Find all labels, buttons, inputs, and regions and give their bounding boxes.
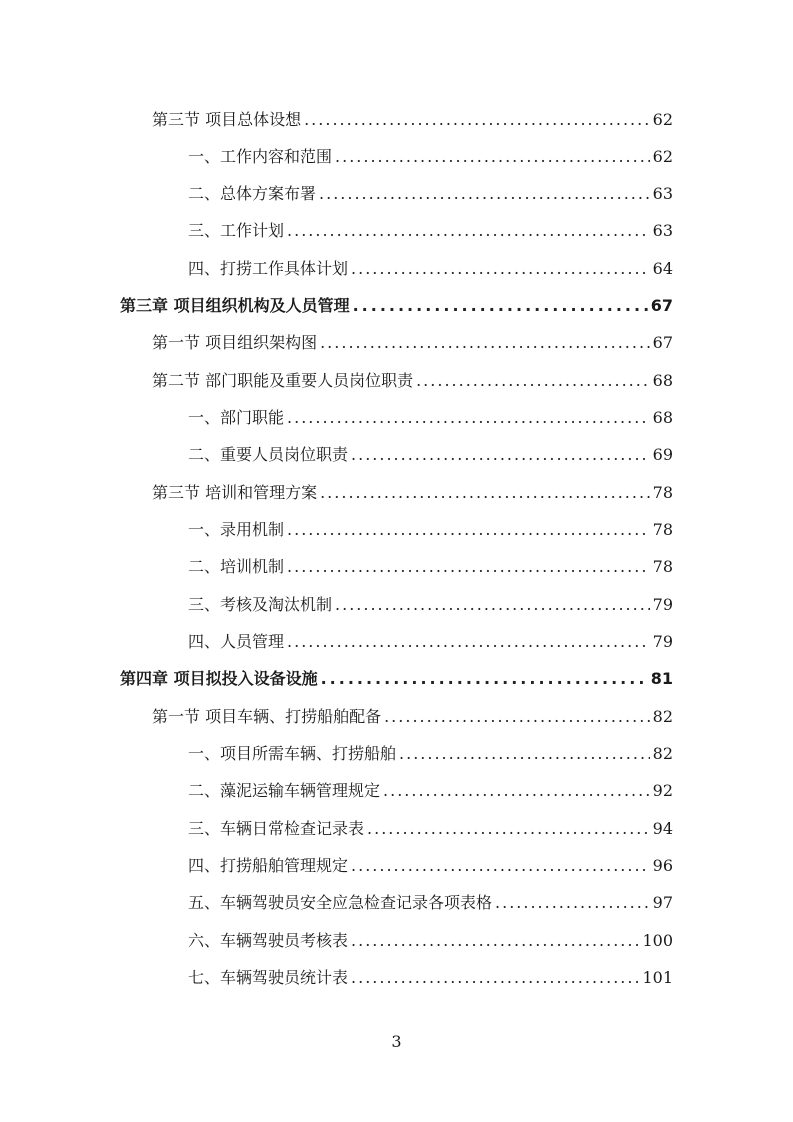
toc-entry-page: 62 [652,147,673,166]
toc-entry-page: 101 [642,968,673,987]
dot-leader [287,630,650,654]
dot-leader [416,369,650,393]
toc-entry[interactable] [188,555,673,579]
toc-entry-title: 第三节 项目总体设想 [152,110,302,129]
dot-leader [383,779,650,803]
dot-leader [367,817,650,841]
dot-leader [319,182,650,206]
toc-chapter-entry[interactable] [120,667,673,691]
dot-leader [287,219,650,243]
toc-entry[interactable] [188,406,673,430]
dot-leader [321,667,648,691]
toc-entry-page: 78 [652,557,673,576]
toc-entry-title: 第二节 部门职能及重要人员岗位职责 [152,371,414,390]
toc-entry[interactable] [188,929,673,953]
toc-entry[interactable] [188,518,673,542]
toc-entry-title: 四、人员管理 [188,632,285,651]
toc-entry[interactable] [188,891,673,915]
toc-entry-page: 63 [652,221,673,240]
toc-entry[interactable] [188,182,673,206]
toc-entry[interactable] [188,443,673,467]
toc-entry[interactable] [188,742,673,766]
toc-entry[interactable] [188,145,673,169]
toc-entry-page: 67 [652,333,673,352]
toc-chapter-entry[interactable] [120,294,673,318]
toc-entry-page: 92 [652,781,673,800]
dot-leader [351,929,639,953]
dot-leader [399,742,650,766]
toc-entry-title: 二、重要人员岗位职责 [188,445,349,464]
dot-leader [351,443,650,467]
toc-entry[interactable] [188,593,673,617]
toc-entry-title: 二、总体方案布署 [188,184,317,203]
dot-leader [351,966,639,990]
toc-entry-page: 62 [652,110,673,129]
dot-leader [384,705,650,729]
dot-leader [495,891,650,915]
dot-leader [287,518,650,542]
toc-entry-page: 79 [652,632,673,651]
toc-entry-title: 一、录用机制 [188,520,285,539]
toc-entry-title: 三、工作计划 [188,221,285,240]
toc-entry-page: 82 [652,707,673,726]
dot-leader [353,294,648,318]
toc-entry[interactable] [188,257,673,281]
toc-entry[interactable] [188,966,673,990]
toc-entry[interactable] [152,705,673,729]
toc-entry-title: 第三节 培训和管理方案 [152,483,318,502]
toc-entry-page: 97 [652,893,673,912]
toc-entry-title: 第四章 项目拟投入设备设施 [120,669,318,688]
toc-entry-title: 七、车辆驾驶员统计表 [188,968,349,987]
toc-entry-page: 79 [652,595,673,614]
toc-entry-page: 78 [652,520,673,539]
toc-entry[interactable] [188,817,673,841]
toc-entry-title: 第一节 项目组织架构图 [152,333,318,352]
toc-entry-page: 68 [652,371,673,390]
toc-entry-title: 四、打捞船舶管理规定 [188,856,349,875]
toc-entry-title: 三、考核及淘汰机制 [188,595,333,614]
toc-entry[interactable] [188,779,673,803]
toc-entry-title: 一、部门职能 [188,408,285,427]
toc-entry-page: 94 [652,819,673,838]
toc-entry[interactable] [188,219,673,243]
toc-entry-title: 三、车辆日常检查记录表 [188,819,365,838]
toc-entry-page: 64 [652,259,673,278]
toc-entry-page: 96 [652,856,673,875]
dot-leader [287,406,650,430]
dot-leader [351,257,650,281]
toc-entry-page: 68 [652,408,673,427]
page-number: 3 [391,1032,402,1051]
toc-entry-title: 六、车辆驾驶员考核表 [188,931,349,950]
toc-entry[interactable] [152,108,673,132]
toc-entry-title: 五、车辆驾驶员安全应急检查记录各项表格 [188,893,493,912]
toc-entry-title: 一、项目所需车辆、打捞船舶 [188,744,397,763]
toc-entry-title: 第一节 项目车辆、打捞船舶配备 [152,707,382,726]
toc-entry-page: 100 [642,931,673,950]
toc-entry-page: 69 [652,445,673,464]
toc-entry[interactable] [152,369,673,393]
toc-entry-title: 一、工作内容和范围 [188,147,333,166]
toc-entry-page: 63 [652,184,673,203]
toc-entry[interactable] [152,331,673,355]
toc-entry-page: 67 [650,296,673,315]
dot-leader [335,145,650,169]
toc-entry-title: 四、打捞工作具体计划 [188,259,349,278]
toc-entry-page: 82 [652,744,673,763]
toc-entry-title: 第三章 项目组织机构及人员管理 [120,296,350,315]
toc-entry-page: 81 [650,669,673,688]
dot-leader [287,555,650,579]
toc-entry[interactable] [188,630,673,654]
dot-leader [335,593,650,617]
toc-entry-page: 78 [652,483,673,502]
toc-entry-title: 二、藻泥运输车辆管理规定 [188,781,381,800]
dot-leader [320,331,650,355]
toc-entry[interactable] [188,854,673,878]
toc-entry[interactable] [152,481,673,505]
dot-leader [320,481,650,505]
dot-leader [351,854,650,878]
toc-entry-title: 二、培训机制 [188,557,285,576]
dot-leader [304,108,650,132]
